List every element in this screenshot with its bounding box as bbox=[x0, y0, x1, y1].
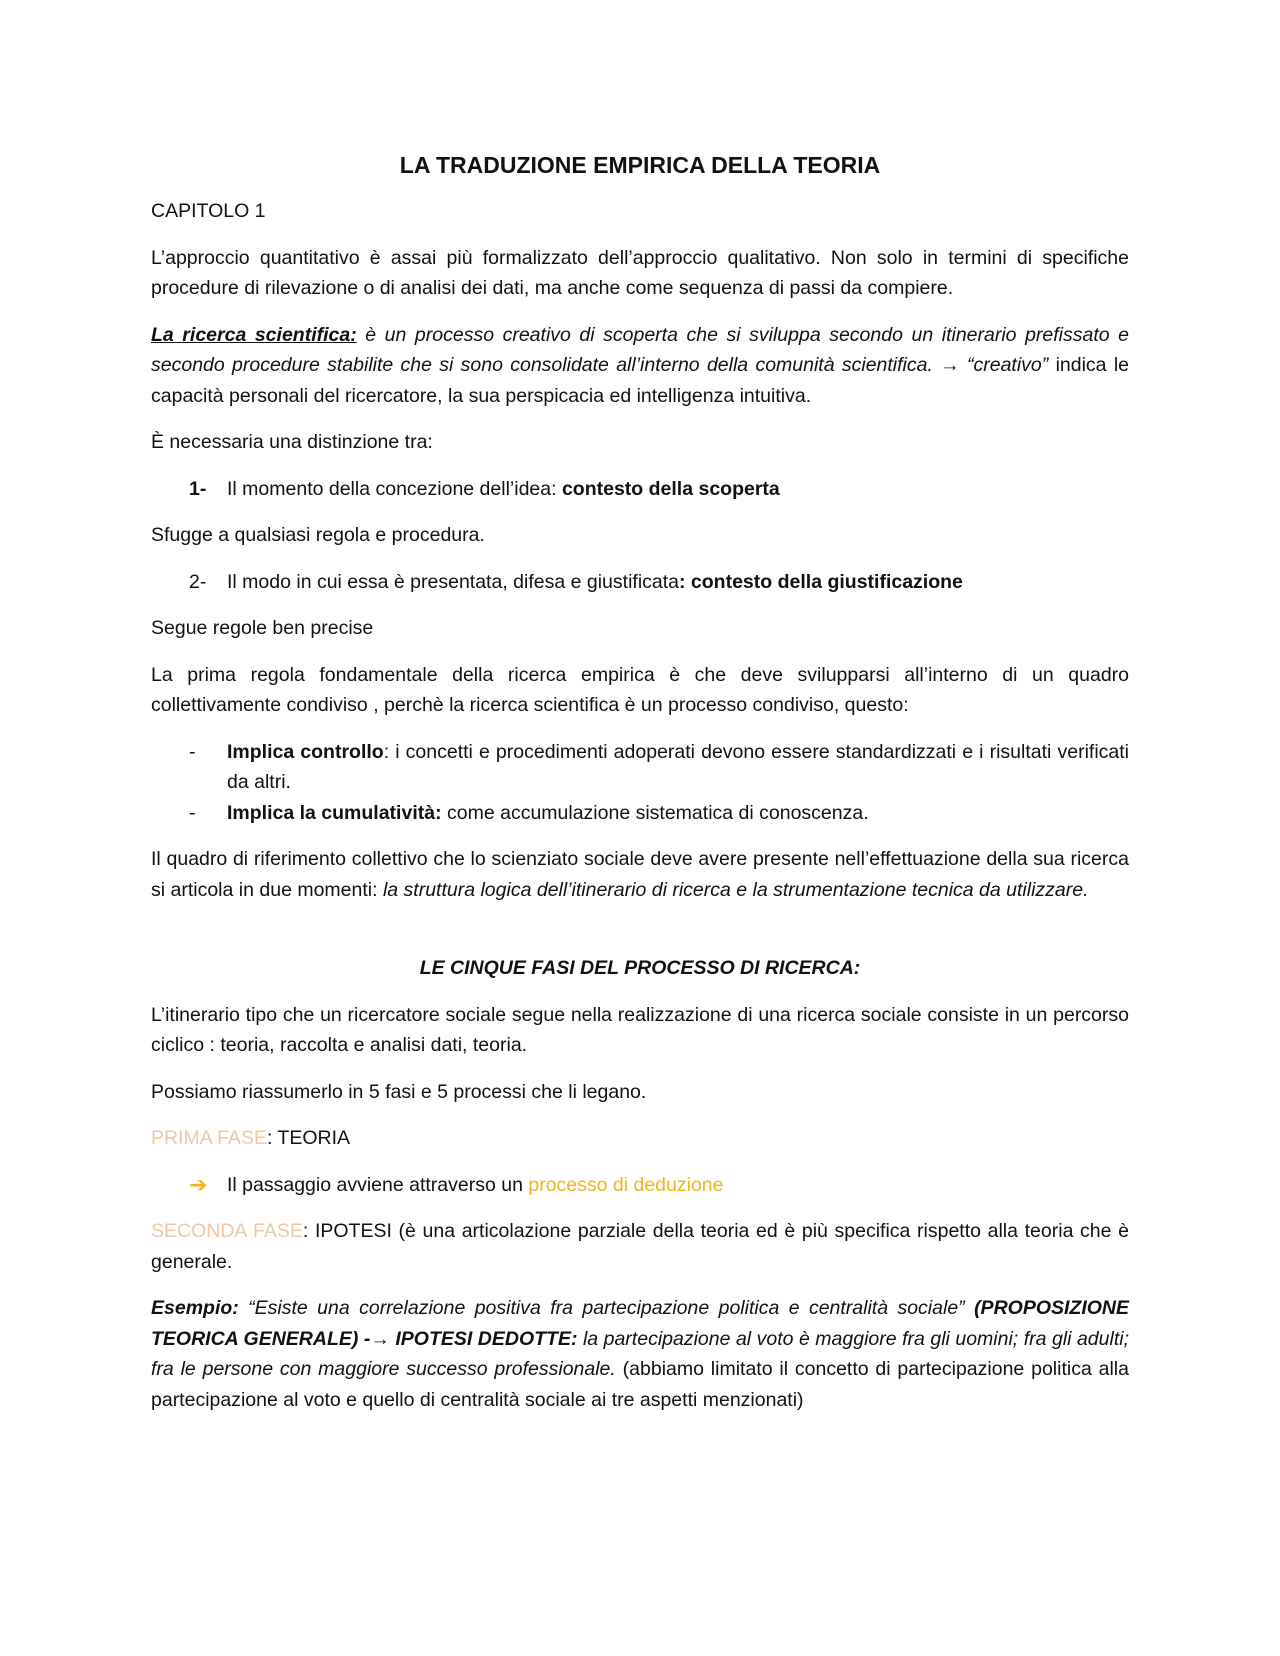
item1-note: Sfugge a qualsiasi regola e procedura. bbox=[151, 524, 485, 546]
list-marker: 2- bbox=[189, 570, 207, 593]
bullet-item bbox=[151, 798, 1129, 829]
definition-paragraph bbox=[151, 320, 1129, 412]
definition-text: è un processo creativo di scoperta che si sviluppa secondo un itinerario prefissato e secondo procedure stabilite che si sono consolidate all’interno della comunità scientifica. bbox=[151, 323, 1130, 376]
definition-quoted: “creativo” bbox=[959, 354, 1049, 376]
phase2-line: SECONDA FASE: IPOTESI (è una articolazione parziale della teoria ed è più specifica rispetto alla teoria che è generale. bbox=[151, 1220, 1129, 1273]
list-marker: 1- bbox=[189, 477, 207, 500]
rule-paragraph: La prima regola fondamentale della ricerca empirica è che deve svilupparsi all’interno di un quadro collettivamente condiviso , perchè la ricerca scientifica è un processo condiviso, questo: bbox=[151, 663, 1129, 716]
right-arrow-icon: → bbox=[940, 354, 960, 376]
intro-paragraph: L’approccio quantitativo è assai più formalizzato dell’approccio qualitativo. Non solo in termini di specifiche procedure di rilevazione o di analisi dei dati, ma anche come sequenza di passi da compiere. bbox=[151, 246, 1129, 299]
right-arrow-icon: → bbox=[370, 1327, 390, 1350]
right-arrow-icon: ➔ bbox=[189, 1171, 208, 1197]
document-body bbox=[151, 150, 1129, 1431]
section-title: LE CINQUE FASI DEL PROCESSO DI RICERCA: bbox=[419, 957, 861, 979]
bullet-marker: - bbox=[189, 801, 196, 824]
list-item bbox=[151, 474, 1129, 505]
itinerary-paragraph: L’itinerario tipo che un ricercatore sociale segue nella realizzazione di una ricerca sociale consiste in un percorso ciclico : teoria, raccolta e analisi dati, teoria. bbox=[151, 1003, 1129, 1056]
process-text: Il passaggio avviene attraverso un processo di deduzione bbox=[227, 1173, 724, 1196]
phase1-label: PRIMA FASE bbox=[151, 1127, 267, 1149]
list-item bbox=[151, 567, 1129, 598]
definition-term: La ricerca scientifica: bbox=[151, 323, 357, 346]
list-text: Il modo in cui essa è presentata, difesa e giustificata: contesto della giustificazione bbox=[227, 570, 963, 593]
process-highlight: processo di deduzione bbox=[528, 1173, 724, 1196]
summary-paragraph: Possiamo riassumerlo in 5 fasi e 5 processi che li legano. bbox=[151, 1080, 647, 1103]
process-item bbox=[151, 1170, 1129, 1201]
bullet-marker: - bbox=[189, 740, 196, 763]
example-paragraph: Esempio: “Esiste una correlazione positiva fra partecipazione politica e centralità sociale” (PROPOSIZIONE TEORICA GENERALE) -→ IPOTESI DEDOTTE: la partecipazione al voto è maggiore fra gli uomini; fra gli adulti; fra le persone con maggiore successo professionale. (abbiamo limitato il concetto di partecipazione politica alla partecipazione al voto e quello di centralità sociale ai tre aspetti menzionati) bbox=[151, 1297, 1129, 1411]
chapter-heading: CAPITOLO 1 bbox=[151, 200, 266, 222]
phase2-label: SECONDA FASE bbox=[151, 1220, 303, 1242]
item2-note: Segue regole ben precise bbox=[151, 617, 374, 639]
bullet-text: Implica controllo: i concetti e procedimenti adoperati devono essere standardizzati e i risultati verificati da altri. bbox=[227, 740, 1129, 793]
phase1-line: PRIMA FASE: TEORIA bbox=[151, 1127, 351, 1149]
definition-explanation: indica le capacità personali del ricercatore, la sua perspicacia ed intelligenza intuitiva. bbox=[151, 354, 1130, 407]
example-label: Esempio: bbox=[151, 1297, 239, 1319]
framework-paragraph: Il quadro di riferimento collettivo che lo scienziato sociale deve avere presente nell’effettuazione della sua ricerca si articola in due momenti: la struttura logica dell’itinerario di ricerca e la strumentazione tecnica da utilizzare. bbox=[151, 848, 1129, 901]
distinction-intro: È necessaria una distinzione tra: bbox=[151, 431, 433, 453]
bullet-text: Implica la cumulatività: come accumulazione sistematica di conoscenza. bbox=[227, 801, 869, 824]
bullet-item bbox=[151, 737, 1129, 798]
list-text: Il momento della concezione dell’idea: contesto della scoperta bbox=[227, 477, 780, 500]
document-title: LA TRADUZIONE EMPIRICA DELLA TEORIA bbox=[399, 152, 881, 178]
